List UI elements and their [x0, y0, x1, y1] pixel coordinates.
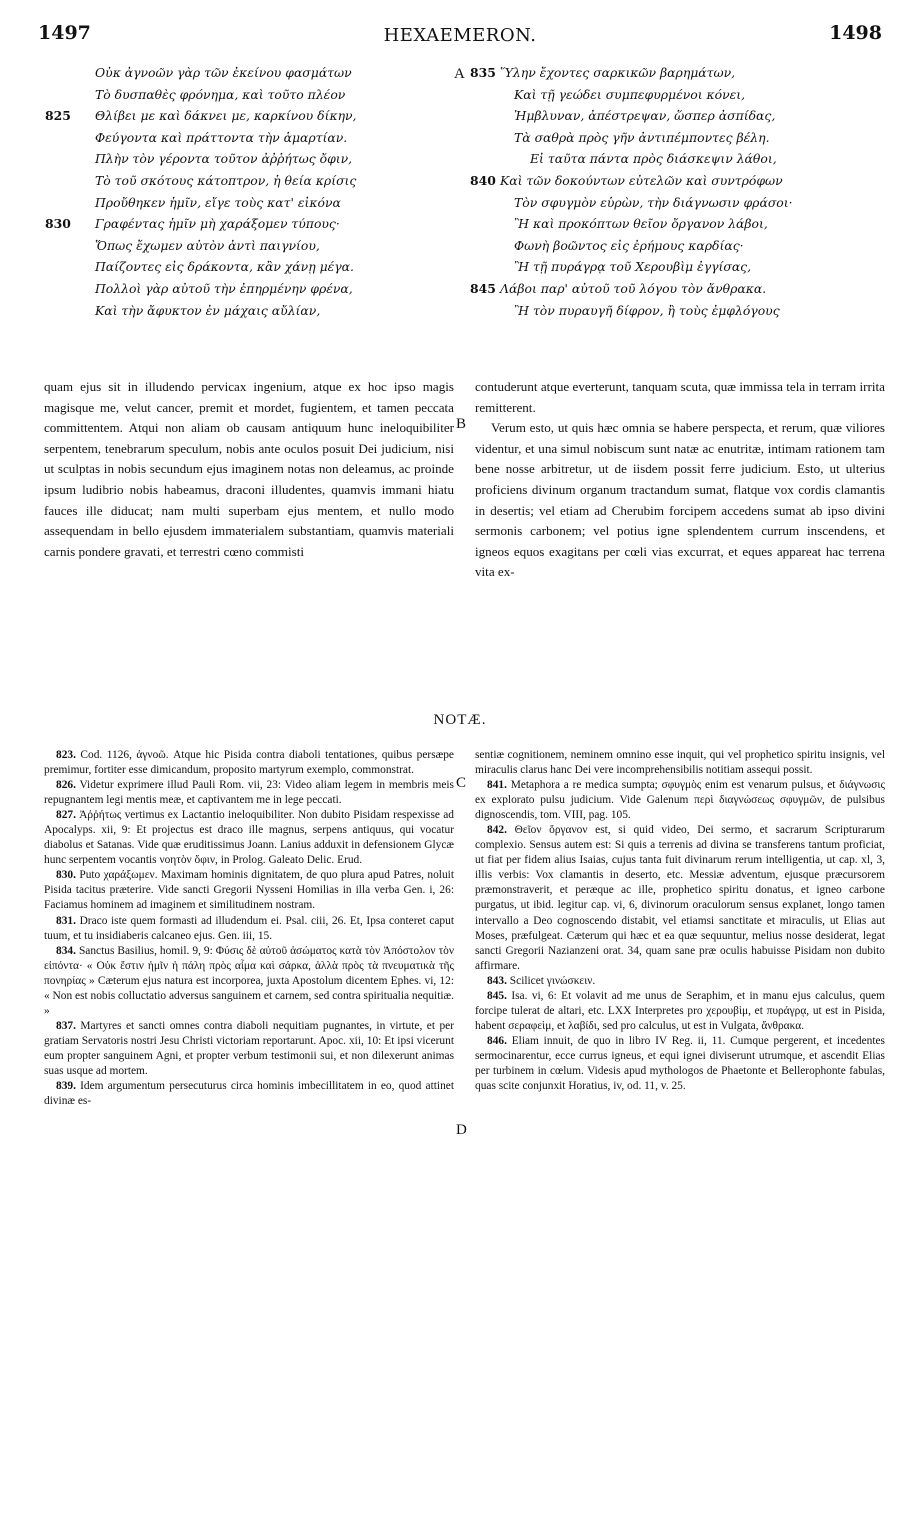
- footnote-number: 839.: [56, 1080, 76, 1093]
- verse-text: Πολλοὶ γὰρ αὐτοῦ τὴν ἐπηρμένην φρένα,: [95, 280, 353, 296]
- verse-text: Τὸν σφυγμὸν εὑρὼν, τὴν διάγνωσιν φράσοι·: [514, 194, 793, 210]
- verse-number: 845: [470, 280, 496, 296]
- footnote-text: Eliam innuit, de quo in libro IV Reg. ii, 11. Cumque pergerent, et incedentes sermocinarentur, ecce currus igneus, et equi ignei diviserunt utrumque, et ascendit Elias per turbinem in cœlum. Videsis apud mythologos de Phaetonte et Bellerophonte fabulas, quas scite conjunxit Horatius, iv, od. 11, v. 25.: [475, 1034, 885, 1093]
- footnote-text: Isa. vi, 6: Et volavit ad me unus de Seraphim, et in manu ejus calculus, quem forcipe tulerat de altari, etc. LXX Interpretes pro χερουβὶμ, et πυράγρᾳ, ut est in Pisida, habent σεραφεὶμ, et λαβίδι, sed pro calculus, ut est in Vulgata, ἄνθρακα.: [475, 989, 885, 1032]
- footnote: [475, 974, 885, 989]
- verse-text: Φωνὴ βοῶντος εἰς ἐρήμους καρδίας·: [514, 237, 744, 253]
- verse-number: 825: [45, 108, 71, 124]
- verse-line: [470, 84, 880, 106]
- verse-number: 840: [470, 172, 496, 188]
- verse-line: [470, 300, 880, 322]
- verse-line: [470, 235, 880, 257]
- verse-line: [45, 278, 450, 300]
- footnote-number: 826.: [56, 779, 76, 792]
- verse-line: [470, 256, 880, 278]
- footnote-number: 842.: [487, 824, 507, 837]
- verse-text: Φεύγοντα καὶ πράττοντα τὴν ἁμαρτίαν.: [95, 129, 348, 145]
- verse-text: Θλίβει με καὶ δάκνει με, καρκίνου δίκην,: [95, 108, 357, 124]
- verse-text: Ἢ καὶ προκόπτων θεῖον ὄργανον λάβοι,: [514, 216, 768, 232]
- verse-text: Λάβοι παρ' αὐτοῦ τοῦ λόγου τὸν ἄνθρακα.: [500, 280, 767, 296]
- footnote-number: 843.: [487, 974, 507, 987]
- footnote-text: Videtur exprimere illud Pauli Rom. vii, 23: Video aliam legem in membris meis repugnantem legi mentis meæ, et captivantem me in lege peccati.: [44, 779, 454, 807]
- margin-letter-a: A: [454, 66, 465, 82]
- verse-line: [470, 213, 880, 235]
- footnote-text: Puto χαράξωμεν. Maximam hominis dignitatem, de quo plura apud Patres, noluit Pisida tacitus præterire. Vide sancti Gregorii Nysseni Homilias in illa verba Gen. i, 26: Faciamus hominem ad imaginem et similitudinem nostram.: [44, 869, 454, 912]
- latin-paragraph: contuderunt atque everterunt, tanquam scuta, quæ immissa tela in terram irrita remitterent.: [475, 379, 885, 415]
- verse-text: Οὐκ ἀγνοῶν γὰρ τῶν ἐκείνου φασμάτων: [95, 65, 352, 80]
- verse-text: Προὔθηκεν ἡμῖν, εἴγε τοὺς κατ' εἰκόνα: [95, 194, 341, 210]
- verse-line: [45, 192, 450, 214]
- verse-text: Ὕλην ἔχοντες σαρκικῶν βαρημάτων,: [500, 65, 736, 80]
- running-title: HEXAEMERON.: [383, 25, 537, 46]
- footnote-number: 830.: [56, 869, 76, 882]
- footnote-text: Sanctus Basilius, homil. 9, 9: Φύσις δὲ αὐτοῦ ἀσώματος κατὰ τὸν Ἀπόστολον τὸν εἰπόντα· « Οὐκ ἔστιν ἡμῖν ἡ πάλη πρὸς αἷμα καὶ σάρκα, ἀλλὰ πρὸς τὰ πνευματικὰ τῆς πονηρίας » Cæterum ejus natura est incorporea, juxta Apostolum dicentem Ephes. vi, 12: « Non est nobis colluctatio adversus sanguinem et carnem, sed contra spiritualia nequitiæ. »: [44, 944, 454, 1017]
- verse-line: [45, 256, 450, 278]
- verse-line: [470, 170, 880, 192]
- notes-heading: NOTÆ.: [433, 712, 487, 728]
- footnote-text: Scilicet γινώσκειν.: [509, 974, 596, 987]
- footnote: [475, 778, 885, 823]
- latin-paragraph: quam ejus sit in illudendo pervicax ingenium, atque ex hoc ipso magis magisque me, velut cancer, premit et mordet, fugientem, et tamen peccata committentem. Atqui non aliam ob causam antiquum hunc ineloquibiliter serpentem, tenebrarum speculum, nobis ante oculos posuit Dei judicium, nisi ut sculptas in nobis secundum ejus imaginem notas non deleamus, ac proinde ipsum ludibrio nobis habeamus, draconi illudentes, quamvis immani hiatu fauces ille diducat; nam multi superbam ejus mentem, et nullo modo assequendam in bello ejusdem immaterialem substantiam, quamvis materiali carnis pondere gravati, et terrestri cœno commisti: [44, 379, 454, 559]
- verse-text: Τὸ δυσπαθὲς φρόνημα, καὶ τοῦτο πλέον: [95, 86, 346, 102]
- verse-line: [470, 62, 880, 84]
- verse-text: Εἰ ταῦτα πάντα πρὸς διάσκεψιν λάθοι,: [530, 151, 777, 167]
- footnote-text: Metaphora a re medica sumpta; σφυγμὸς enim est venarum pulsus, et διάγνωσις ex explorato pulsu judicium. Vide Galenum περὶ διαγνώσεως σφυγμῶν, de pulsibus dignoscendis, tom. VIII, pag. 105.: [475, 779, 885, 822]
- footnote: [44, 808, 454, 868]
- latin-translation-left: [44, 377, 454, 562]
- verse-text: Παίζοντες εἰς δράκοντα, κἂν χάνῃ μέγα.: [95, 259, 354, 275]
- verse-text: Τὸ τοῦ σκότους κάτοπτρον, ἡ θεία κρίσις: [95, 172, 357, 188]
- verse-text: Ἠμβλυναν, ἀπέστρεψαν, ὥσπερ ἀσπίδας,: [514, 108, 776, 124]
- verse-text: Καὶ τὴν ἄφυκτον ἐν μάχαις αὔλίαν,: [95, 302, 321, 318]
- verse-text: Γραφέντας ἡμῖν μὴ χαράξομεν τύπους·: [95, 216, 340, 232]
- verse-line: [470, 148, 880, 170]
- footnote: [475, 989, 885, 1034]
- footnote: [44, 748, 454, 778]
- footnote-number: 823.: [56, 749, 76, 761]
- latin-paragraph: Verum esto, ut quis hæc omnia se habere perspecta, et rerum, quæ viliores videntur, et una simul nobiscum sunt natæ ac enutritæ, intimam rationem tam bene nosse arbitretur, ut de iisdem possit ferre judicium. Esto, ut ulterius proficiens divinum organum tractandum sumat, flatque vox cordis clamantis in desertis; vel etiam ad Cherubim forcipem accedens sumat ab ipso divini sermonis carbonem; vel potius igne splendentem currum inscendens, et igneos equos exagitans per cœli vias excurrat, et eques appareat hac terrena vita ex-: [475, 420, 885, 580]
- verse-line: [45, 300, 450, 322]
- verse-text: Καὶ τῶν δοκούντων εὐτελῶν καὶ συντρόφων: [500, 172, 783, 188]
- verse-line: [45, 148, 450, 170]
- footnote: [44, 1019, 454, 1079]
- footnote-text: Martyres et sancti omnes contra diaboli nequitiam pugnantes, in virtute, et per gratiam Servatoris nostri Jesu Christi victoriam reportarunt. Apoc. xii, 10: Et ipsi vicerunt eum propter sanguinem Agni, et propter verbum testimonii sui, et non dilexerunt animas suas usque ad mortem.: [44, 1019, 454, 1077]
- verse-line: [45, 170, 450, 192]
- margin-letter-d: D: [456, 1122, 467, 1138]
- verse-line: [45, 84, 450, 106]
- verse-line: [470, 105, 880, 127]
- verse-text: Ὅπως ἔχωμεν αὐτὸν ἀντὶ παιγνίου,: [95, 237, 320, 253]
- verse-text: Καὶ τῇ γεώδει συμπεφυρμένοι κόνει,: [514, 86, 746, 102]
- verse-text: Ἢ τὸν πυραυγῆ δίφρον, ἢ τοὺς ἐμφλόγους: [514, 302, 780, 318]
- verse-text: Πλὴν τὸν γέροντα τοῦτον ἀῤῥήτως ὄφιν,: [95, 151, 353, 167]
- footnote-text: Θεῖον ὄργανον est, si quid video, Dei sermo, et sacrarum Scripturarum complexio. Sensus autem est: Si quis a terrenis ad divina se transferens tantum proficiat, ut fiat per fidem alius Isaias, cujus tanta fuit divinarum rerum intelligentia, ut cap. xl, 3, illis verbis: Vox clamantis in deserto, etc. Messiæ adventum, ejusque præcursorem præmonstraverit, et peræque ac ille, prophetico spiritu donatus, et igneo carbone purgatus, ut ibid. legitur cap. vi, 6, divinorum oraculorum sensus explanet, longo tamen intervallo a Deo cognoscendo distabit, vel etiamsi sanctitate et miraculis, ut Elias aut Moses, præfulgeat. Cæterum qui hæc et ea quæ sequuntur, melius nosse desiderat, legat sancti Gregorii Nazianzeni orat. 34, quam sane præ oculis habuisse Pisidam non dubito affirmare.: [475, 824, 885, 972]
- page-number-left: 1497: [38, 22, 91, 44]
- verse-line: [45, 62, 450, 84]
- footnote-number: 841.: [487, 779, 507, 792]
- footnote-text: Cod. 1126, ἀγνοῶ. Atque hic Pisida contra diaboli tentationes, quibus persæpe premimur, fortiter esse dimicandum, proposito martyrum exemplo, commonstrat.: [44, 749, 454, 777]
- verse-line: [45, 127, 450, 149]
- latin-translation-right: [475, 377, 885, 583]
- footnote: [475, 823, 885, 973]
- footnote: [44, 778, 454, 808]
- footnote-number: 845.: [487, 989, 507, 1002]
- verse-number: 835: [470, 65, 496, 80]
- note-continuation: sentiæ cognitionem, neminem omnino esse inquit, qui vel prophetico spiritu insignis, vel miraculis clarus hanc Dei vere incomprehensibilis notitiam assequi possit.: [475, 749, 885, 777]
- footnote-number: 834.: [56, 944, 76, 957]
- footnote: [44, 944, 454, 1019]
- verse-text: Ἢ τῇ πυράγρᾳ τοῦ Χερουβὶμ ἐγγίσας,: [514, 259, 752, 275]
- notes-column-right: [475, 748, 885, 1094]
- verse-line: [45, 213, 450, 235]
- page-header: [0, 22, 920, 52]
- verse-line: [45, 235, 450, 257]
- verse-line: [470, 278, 880, 300]
- footnote-number: 827.: [56, 809, 76, 822]
- footnote-number: 846.: [487, 1034, 507, 1047]
- greek-verses-right: [470, 62, 880, 321]
- margin-letter-b: B: [456, 416, 467, 432]
- verse-text: Τὰ σαθρὰ πρὸς γῆν ἀντιπέμποντες βέλη.: [514, 129, 770, 145]
- verse-line: [45, 105, 450, 127]
- verse-number: 830: [45, 216, 71, 232]
- footnote-text: Idem argumentum persecuturus circa hominis imbecillitatem in eo, quod attinet divinæ es-: [44, 1080, 454, 1108]
- verse-line: [470, 127, 880, 149]
- page-number-right: 1498: [829, 22, 882, 44]
- greek-verses-left: [45, 62, 450, 321]
- footnote: [44, 1079, 454, 1109]
- footnote-number: 831.: [56, 914, 76, 927]
- footnote: [44, 868, 454, 913]
- verse-line: [470, 192, 880, 214]
- footnote: [44, 914, 454, 944]
- footnote-text: Draco iste quem formasti ad illudendum ei. Psal. ciii, 26. Et, Ipsa conteret caput tuum, et tu insidiaberis calcaneo ejus. Gen. iii, 15.: [44, 914, 454, 942]
- footnote-number: 837.: [56, 1019, 76, 1032]
- notes-column-left: [44, 748, 454, 1109]
- footnote: [475, 1034, 885, 1094]
- margin-letter-c: C: [456, 775, 467, 791]
- footnote-text: Ἀῤῥήτως vertimus ex Lactantio ineloquibiliter. Non dubito Pisidam respexisse ad Apocalyps. xii, 9: Et projectus est draco ille magnus, serpens antiquus, qui vocatur diabolus et Satanas. Vide quæ eruditissimus Joann. Lanius adduxit in defensionem Glycæ hunc serpentem vocantis νοητὸν ὄφιν, in Prolog. Galeato Delic. Erud.: [44, 809, 454, 867]
